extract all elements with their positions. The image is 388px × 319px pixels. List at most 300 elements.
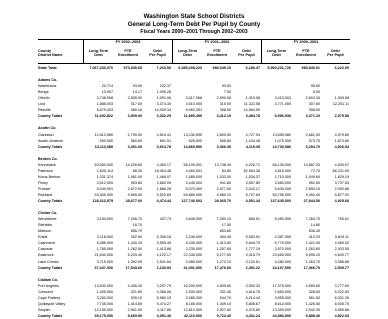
table-cell: 72.70 <box>310 168 320 173</box>
table-cell: 7,263.06 <box>156 66 171 70</box>
row-label: Asotin-Anatone <box>38 138 64 143</box>
table-cell: 4,474.44 <box>156 199 171 204</box>
table-cell: 66,135,000 <box>272 162 291 167</box>
table-cell: 3,412.10 <box>216 114 231 119</box>
table-cell: 17,366.70 <box>303 265 320 270</box>
table-cell: 5,980.19 <box>156 295 171 300</box>
table-cell: 17.50 <box>221 223 231 228</box>
row-label: Manson <box>38 229 52 234</box>
table-cell: 8,185,000 <box>185 301 202 306</box>
table-cell: 3,913.78 <box>156 144 171 149</box>
table-cell: 5,435,000 <box>185 241 202 246</box>
table-cell: 380.16 <box>130 108 142 113</box>
table-cell: 9,492.40 <box>305 192 320 197</box>
table-cell: 5,679,403 <box>96 108 113 113</box>
long-term-debt-header: Long-Term Debt <box>266 49 287 58</box>
table-cell: 3,844.79 <box>245 241 260 246</box>
table-cell: 3,777.50 <box>334 283 349 288</box>
table-cell: 27,944.50 <box>303 199 320 204</box>
table-cell: 13,113,089 <box>94 144 113 149</box>
row-label: Port Angeles <box>38 283 59 288</box>
value-column <box>230 65 260 319</box>
table-cell: 14,630,000 <box>94 283 113 288</box>
table-cell: 128,313,579 <box>92 199 113 204</box>
debt-per-pupil-header: Debt Per Pupil <box>238 49 255 58</box>
table-cell: 1,426.50 <box>305 301 320 306</box>
table-cell: 1,272.10 <box>216 259 231 264</box>
value-column <box>261 65 291 319</box>
table-cell: 2,677.60 <box>216 186 231 191</box>
row-label: Finley <box>38 180 48 185</box>
table-cell: 11,890,459 <box>183 114 202 119</box>
table-cell: 3,351.00 <box>127 144 142 149</box>
table-cell: 12,251.11 <box>332 102 349 107</box>
table-cell: 4,519.41 <box>156 132 171 137</box>
table-cell: 53,305,000 <box>94 192 113 197</box>
table-cell: 2,927.60 <box>216 307 231 312</box>
row-label: Prosser <box>38 186 51 191</box>
table-cell: 6,214.43 <box>245 295 260 300</box>
table-cell: 3,254.70 <box>305 144 320 149</box>
value-column <box>319 65 349 319</box>
table-cell: 983,049.15 <box>212 66 231 70</box>
table-cell: 750.61 <box>337 217 349 222</box>
row-label: Kiona-Benton <box>38 174 61 179</box>
table-cell: 4,375.60 <box>245 307 260 312</box>
table-cell: 983,840.01 <box>301 66 320 70</box>
table-cell: 6,085,408,223 <box>178 66 202 70</box>
year-header: FY 2001–2002 <box>204 40 230 44</box>
table-cell: 953.60 <box>130 180 142 185</box>
table-cell: 4,119.35 <box>245 144 260 149</box>
table-cell: 3,748,068 <box>96 96 113 101</box>
table-cell: 3,484.78 <box>245 114 260 119</box>
row-label: Kennewick <box>38 162 56 167</box>
table-cell: 10,907 <box>101 90 113 95</box>
table-cell: 5,040,091 <box>96 186 113 191</box>
row-label: Asotin Co. <box>38 126 57 131</box>
year-header: FY 2000–2001 <box>293 40 319 44</box>
table-cell: 535.10 <box>130 295 142 300</box>
table-cell: 1,081.00 <box>127 174 142 179</box>
table-cell: 18,404.46 <box>154 168 171 173</box>
row-label: Lind <box>38 102 45 107</box>
table-cell: 14,730,080 <box>272 144 291 149</box>
table-cell: 16.70 <box>132 223 142 228</box>
row-label: Cashmere <box>38 241 56 246</box>
table-cell: 1,262.50 <box>127 247 142 252</box>
table-cell: 656.70 <box>130 229 142 234</box>
table-cell: 3,374.30 <box>156 102 171 107</box>
table-cell: 22,345,000 <box>183 253 202 258</box>
table-cell: 3,371.10 <box>305 114 320 119</box>
table-cell: 12,613,089 <box>94 132 113 137</box>
table-cell: 5,877.92 <box>334 192 349 197</box>
table-cell: 7,745,000 <box>96 301 113 306</box>
table-cell: 6,222.00 <box>334 66 349 70</box>
row-label: Clallam Co. <box>38 277 59 282</box>
table-cell: 1,309.08 <box>334 96 349 101</box>
table-cell: 52,594.36 <box>243 168 260 173</box>
table-cell: 4,616.78 <box>245 289 260 294</box>
table-cell: 58,100,001 <box>183 162 202 167</box>
table-cell: 5,819.11 <box>334 235 349 240</box>
table-cell: 3,385,000 <box>185 295 202 300</box>
table-cell: 137,645,000 <box>270 199 291 204</box>
table-cell: 2,570,000 <box>274 247 291 252</box>
table-cell: 9,858.40 <box>305 313 320 318</box>
table-cell: 392.50 <box>130 235 142 240</box>
table-cell: 2,941.64 <box>156 259 171 264</box>
table-cell: 1,414.80 <box>127 301 142 306</box>
table-cell: 39,175,000 <box>94 313 113 318</box>
table-cell: 4,526.54 <box>334 144 349 149</box>
table-cell: 1,534.37 <box>245 174 260 179</box>
row-label: County Totals <box>38 144 63 149</box>
table-cell: 396.50 <box>308 108 320 113</box>
table-cell: 21,540,000 <box>94 253 113 258</box>
table-cell: 500,000 <box>99 138 113 143</box>
table-cell: 84.80 <box>221 168 231 173</box>
table-cell: 4,051.40 <box>156 313 171 318</box>
table-cell: 3,555.45 <box>156 241 171 246</box>
table-cell: 2,942.30 <box>305 307 320 312</box>
table-cell: 2,133.93 <box>156 265 171 270</box>
table-cell: 6,035.75 <box>334 301 349 306</box>
value-column <box>201 65 231 319</box>
table-cell: 44,580,000 <box>272 313 291 318</box>
table-cell: 7,280.10 <box>216 217 231 222</box>
row-label: Othello <box>38 96 50 101</box>
table-cell: 1,263.70 <box>305 259 320 264</box>
row-label: Benge <box>38 90 49 95</box>
table-cell: 41,091,000 <box>183 265 202 270</box>
long-term-debt-header: Long-Term Debt <box>177 49 198 58</box>
table-cell: 565.80 <box>219 138 231 143</box>
table-cell: 5,630,000 <box>274 186 291 191</box>
row-label: Eastmont <box>38 253 54 258</box>
table-cell: 13,748.40 <box>214 162 231 167</box>
table-cell: 1,886.26 <box>156 186 171 191</box>
table-cell: 3,512,000 <box>96 180 113 185</box>
table-cell: 4,830.07 <box>334 162 349 167</box>
table-cell: 28,065.70 <box>214 199 231 204</box>
row-label: Entiat <box>38 235 48 240</box>
table-cell: 4,122.17 <box>156 253 171 258</box>
table-cell: 2,590.50 <box>216 96 231 101</box>
table-cell: 2,790.00 <box>127 132 142 137</box>
table-cell: 95.80 <box>310 84 320 89</box>
row-label: Cascade <box>38 247 53 252</box>
row-label: Washtucna <box>38 84 57 89</box>
table-cell: 2,235,000 <box>185 247 202 252</box>
table-cell: 13,687.20 <box>303 162 320 167</box>
table-cell: 1,263.80 <box>305 247 320 252</box>
table-cell: 4,925.66 <box>334 199 349 204</box>
table-cell: 5,770,000 <box>274 241 291 246</box>
table-cell: 573.70 <box>308 138 320 143</box>
table-cell: 5,990,231,726 <box>267 66 291 70</box>
row-label: Quillayute Valley <box>38 301 66 306</box>
table-cell: 4,436.30 <box>127 283 142 288</box>
table-cell: 5,022.83 <box>334 289 349 294</box>
table-cell: 307.80 <box>308 102 320 107</box>
table-cell: 3,985,000 <box>185 259 202 264</box>
table-cell: 63,500,000 <box>94 162 113 167</box>
table-cell: 7,296.70 <box>127 217 142 222</box>
table-cell: 5,177.50 <box>216 253 231 258</box>
table-cell: 23,650,000 <box>272 253 291 258</box>
table-cell: 12,810,000 <box>183 307 202 312</box>
table-cell: 437.73 <box>159 217 171 222</box>
table-cell: 127,740,002 <box>181 199 202 204</box>
table-cell: 5,963,391 <box>185 108 202 113</box>
row-label: County Totals <box>38 114 63 119</box>
table-cell: 14,226.60 <box>125 162 142 167</box>
table-cell: 4,815,000 <box>274 168 291 173</box>
table-cell: 42,110,000 <box>183 313 202 318</box>
table-cell: 3,509.00 <box>127 114 142 119</box>
row-label: Wenatchee <box>38 217 57 222</box>
value-column <box>141 65 171 319</box>
table-cell: 5,085,000 <box>96 241 113 246</box>
value-column <box>112 65 142 319</box>
table-cell: 4,465.17 <box>156 162 171 167</box>
table-cell: 2,092.86 <box>334 186 349 191</box>
table-cell: 4,845,000 <box>185 217 202 222</box>
table-cell: 6,996,936 <box>274 114 291 119</box>
table-cell: 2,539.77 <box>334 265 349 270</box>
table-cell: 952.50 <box>308 180 320 185</box>
table-cell: 1,413.86 <box>156 247 171 252</box>
table-cell: 317.00 <box>130 102 142 107</box>
table-cell: 4,226.71 <box>245 162 260 167</box>
year-header: FY 2002–2003 <box>115 40 141 44</box>
table-cell: 3,386.88 <box>334 259 349 264</box>
row-label: Adams Co. <box>38 78 58 83</box>
table-cell: 3,555,000 <box>274 295 291 300</box>
table-cell: 1,421.00 <box>305 241 320 246</box>
table-cell: 1,405,000 <box>96 289 113 294</box>
table-cell: 1,331,374 <box>96 174 113 179</box>
row-label: Cape Flattery <box>38 295 61 300</box>
table-cell: 66,231.09 <box>332 168 349 173</box>
table-cell: 1,785,000 <box>96 247 113 252</box>
row-label: Benton Co. <box>38 156 58 161</box>
table-cell: 561.50 <box>308 295 320 300</box>
debt-per-pupil-header: Debt Per Pupil <box>149 49 166 58</box>
table-cell: 4,522.03 <box>334 313 349 318</box>
table-cell: 9,655.50 <box>127 192 142 197</box>
table-cell: 3,560,000 <box>274 180 291 185</box>
debt-per-pupil-header: Debt Per Pupil <box>327 49 344 58</box>
table-cell: 941.80 <box>219 180 231 185</box>
table-cell: 1,530,000 <box>185 289 202 294</box>
table-cell: 4,331.24 <box>245 313 260 318</box>
table-cell: 3,132.61 <box>245 259 260 264</box>
row-labels <box>38 65 65 319</box>
table-cell: 7,260.70 <box>305 217 320 222</box>
table-cell: 4,060.52 <box>334 241 349 246</box>
table-cell: 3,417,068 <box>185 96 202 101</box>
table-cell: 1,319.08 <box>245 96 260 101</box>
table-cell: 2,118,000 <box>96 235 113 240</box>
table-cell: 3,657.89 <box>245 180 260 185</box>
table-cell: 2,800.50 <box>216 132 231 137</box>
table-cell: 1,091.06 <box>156 96 171 101</box>
fte-enrollment-header: FTE Enrollment <box>207 49 227 58</box>
table-cell: 625,000 <box>188 138 202 143</box>
table-cell: 328.50 <box>308 289 320 294</box>
table-cell: 3,737.53 <box>334 180 349 185</box>
fte-enrollment-header: FTE Enrollment <box>296 49 316 58</box>
table-cell: 5,553.91 <box>245 235 260 240</box>
table-cell: 1,710,000 <box>274 174 291 179</box>
table-cell: 55,795,000 <box>272 192 291 197</box>
table-cell: 13,655,080 <box>272 132 291 137</box>
table-cell: 2,672.00 <box>127 186 142 191</box>
table-cell: 5,225.40 <box>127 253 142 258</box>
table-cell: 28,677.00 <box>125 199 142 204</box>
table-cell: 3,366.30 <box>216 144 231 149</box>
row-label: County Totals <box>38 199 63 204</box>
table-cell: 2,043.17 <box>245 186 260 191</box>
long-term-debt-header: Long-Term Debt <box>88 49 109 58</box>
county-header: County <box>38 49 52 53</box>
fte-enrollment-header: FTE Enrollment <box>118 49 138 58</box>
table-cell: 560.80 <box>130 138 142 143</box>
table-cell: 4,366.06 <box>156 289 171 294</box>
table-cell: 20,714 <box>101 84 113 89</box>
table-cell: 11,692,822 <box>94 114 113 119</box>
table-cell: 636.40 <box>308 229 320 234</box>
report-period: Fiscal Years 2000–2001 Through 2002–2003 <box>140 29 248 35</box>
table-cell: 4,727.94 <box>245 132 260 137</box>
table-cell: 653.80 <box>219 229 231 234</box>
table-cell: 3,332.25 <box>156 114 171 119</box>
table-cell: 4,280,000 <box>274 259 291 264</box>
table-cell: 37,437,000 <box>94 265 113 270</box>
table-cell: 404.40 <box>219 235 231 240</box>
table-cell: 16,200,000 <box>183 283 202 288</box>
table-cell: 398.50 <box>219 108 231 113</box>
table-cell: 4,550.86 <box>334 307 349 312</box>
district-header: District Name <box>38 53 63 58</box>
table-cell: 1,585,000 <box>185 174 202 179</box>
table-cell: 5,520.69 <box>156 192 171 197</box>
table-cell: 5,096.10 <box>305 253 320 258</box>
table-cell: 7.50 <box>223 90 231 95</box>
table-cell: 222.37 <box>159 84 171 89</box>
table-cell: 7,067,330,070 <box>89 66 113 70</box>
row-label: Paterson <box>38 168 53 173</box>
row-label-header <box>38 49 82 57</box>
table-cell: 1,625,114 <box>96 168 113 173</box>
table-cell: 13,390,000 <box>272 307 291 312</box>
table-cell: 2,033.55 <box>334 247 349 252</box>
table-cell: 2,387,000 <box>274 235 291 240</box>
table-cell: 9,722.40 <box>216 313 231 318</box>
row-label: Chelan Co. <box>38 211 58 216</box>
table-cell: 44,107,000 <box>272 265 291 270</box>
table-cell: 6,331.26 <box>334 295 349 300</box>
table-cell: 1,075,000 <box>274 138 291 143</box>
table-cell: 3,297.79 <box>156 283 171 288</box>
table-cell: 93.00 <box>221 84 231 89</box>
table-cell: 11,322.58 <box>243 102 260 107</box>
table-cell: 1,873.80 <box>334 138 349 143</box>
row-label: County Totals <box>38 265 63 270</box>
row-label: Sequim <box>38 307 51 312</box>
table-cell: 2,681.00 <box>305 132 320 137</box>
table-cell: 13,865,590 <box>183 144 202 149</box>
table-cell: 4,117.85 <box>156 307 171 312</box>
table-cell: 2,351.22 <box>245 265 260 270</box>
table-cell: 4,979.80 <box>334 132 349 137</box>
table-cell: 4,509.60 <box>216 283 231 288</box>
row-label: State Total <box>38 66 57 70</box>
table-cell: 3,194,000 <box>96 217 113 222</box>
header-rule-bottom <box>38 63 350 64</box>
row-label: Stehekin <box>38 223 53 228</box>
table-cell: 5,808.67 <box>245 301 260 306</box>
table-cell: 93.00 <box>132 84 142 89</box>
table-cell: 2,603.30 <box>305 96 320 101</box>
table-cell: 1,262.90 <box>127 259 142 264</box>
table-cell: 2,505.90 <box>127 96 142 101</box>
table-cell: 1,430.20 <box>127 241 142 246</box>
table-cell: 6,186.47 <box>245 66 260 70</box>
report-title: Washington State School Districts <box>143 13 245 20</box>
value-column <box>172 65 202 319</box>
value-column <box>290 65 320 319</box>
table-cell: 321.80 <box>130 289 142 294</box>
table-cell: 54,680,000 <box>183 192 202 197</box>
table-cell: 1,049.60 <box>305 174 320 179</box>
table-cell: 5,470,000 <box>185 186 202 191</box>
table-cell: 3,410,003 <box>274 96 291 101</box>
table-cell: 3,715,000 <box>96 259 113 264</box>
table-cell: 2,246,000 <box>185 235 202 240</box>
table-cell: 310.00 <box>219 102 231 107</box>
table-cell: 17,375,000 <box>272 283 291 288</box>
table-cell: 3,200,000 <box>96 295 113 300</box>
table-cell: 544.70 <box>219 295 231 300</box>
row-label: Lake Chelan <box>38 259 59 264</box>
table-cell: 88.30 <box>132 168 142 173</box>
table-cell: 12,195,000 <box>94 307 113 312</box>
table-cell: 13,240,590 <box>183 132 202 137</box>
table-cell: 14.80 <box>310 223 320 228</box>
table-cell: 1,409.10 <box>216 301 231 306</box>
table-cell: 4,551.44 <box>245 199 260 204</box>
table-cell: 1,629.19 <box>334 174 349 179</box>
row-label: Richland <box>38 192 53 197</box>
table-cell: 1,005.28 <box>156 90 171 95</box>
table-cell: 8.50 <box>312 90 320 95</box>
table-cell: 17,476.60 <box>214 265 231 270</box>
table-cell: 1,466.07 <box>156 174 171 179</box>
table-cell: 5,474.27 <box>156 301 171 306</box>
table-cell: 8,610,000 <box>274 301 291 306</box>
table-cell: 2,690.10 <box>305 186 320 191</box>
table-cell: 4,640.77 <box>334 253 349 258</box>
table-cell: 3,771,000 <box>274 102 291 107</box>
table-cell: 3,592.33 <box>245 283 260 288</box>
table-cell: 13.17 <box>132 90 142 95</box>
table-cell: 4,599.60 <box>305 283 320 288</box>
row-label: Clarkston <box>38 132 54 137</box>
